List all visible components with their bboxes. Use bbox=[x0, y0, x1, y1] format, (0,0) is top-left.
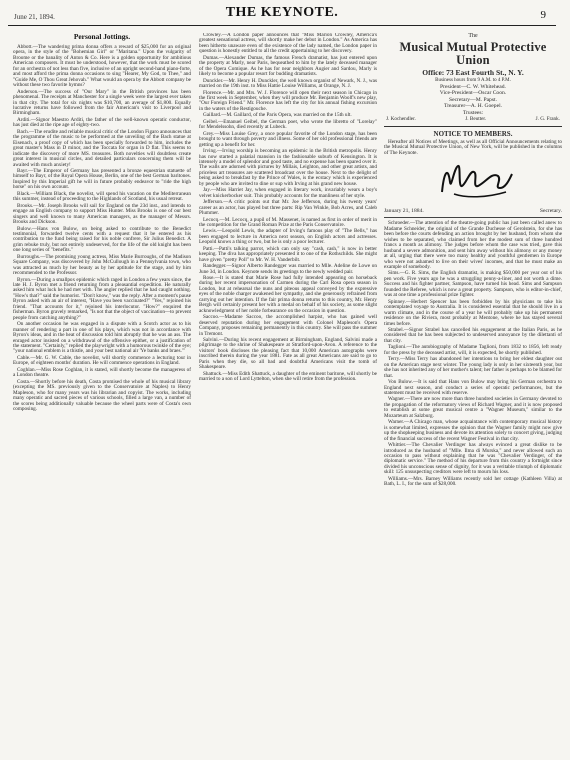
issue-date: June 21, 1894. bbox=[14, 13, 55, 21]
news-item: Byron.—During a smallpox epidemic which raged in London a few years since, the late H. J. Byron met a friend returning from a pleasantial expedition. He naturally asked him what luck he had met with. The angler replied that he had caught nothing. "How's that?" said the humorist. "Don't know," was the reply. After a moment's pause Byron asked with an air of interest, "Have you been vaccinated?" "Yes," rejoined his friend. "That accounts for it," rejoined his interlocutor. "How?" enquired the fisherman. Byron gravely remarked, "Is not that the object of vaccination—to prevent people from catching anything?" bbox=[13, 276, 191, 321]
news-item: Cable.—Mr. G. W. Cable, the novelist, will shortly commence a lecturing tour in Europe, of eighteen months' duration. He will commence operations in England. bbox=[13, 354, 191, 367]
news-item: Grey.—Miss Louise Grey, a once popular favorite of the London stage, has been brought to want through poverty and illness. Some of her old professional friends are getting up a benefit for her. bbox=[199, 130, 377, 148]
trustee-name: J. Beutter. bbox=[465, 116, 487, 123]
masthead-title: THE KEYNOTE. bbox=[225, 5, 339, 20]
news-item: Bach.—The erudite and reliable musical critic of the London Figaro announces that the programme of the music to be performed at the unveiling of the Bach statue at Eisenach, a proof copy of which has been specially forwarded to him, includes the great master's Mass in D minor, and the Toccata for organ in D flat. This seems to indicate the discovery of more MS. treasures. Both novelties will doubtless create great interest in musical circles, and detailed particulars concerning them will be awaited with much anxiety! bbox=[13, 128, 191, 168]
news-item: Anderson.—The success of "Our Mary" in the British provinces has been phenomenal. The receipts at Manchester for a single week were the largest ever taken in that city. The total for six nights was $10,700, an average of $1,800. Equally lucrative returns have followed from the fair American's visit to Liverpool and Birmingham. bbox=[13, 88, 191, 117]
news-item: Salvini.—During his recent engagement at Birmingham, England, Salvini made a pilgrimage to the shrine of Shakespeare at Stratford-upon-Avon. A reference to the visitors' book discloses the pleasing fact that 10,000 American autographs were inscribed therein during the year 1881. Fate as all great Americans are said to go to Paris when they die, so all bad and doubtful Americans visit the tomb of Shakespeare. bbox=[199, 337, 377, 371]
signature-date: January 21, 1884. bbox=[384, 208, 424, 215]
news-item: Whittier.—The Chevalier Verdinger has always evinced a great dislike to be introduced as the husband of "Mlle. Ilma di Murska," and never allowed such an occasion to pass without explaining that he was "Chevalier Verdinger, of the diplomatic service." The method of his departure from this country a fortnight since divided his unconscious sense of dignity, for it was a veritable triumph of diplomatic skill: 125 unsuspecting creditors were left to mourn his loss. bbox=[384, 442, 562, 476]
news-item: Coghlan.—Miss Rose Coghlan, it is stated, will shortly become the manageress of a London theatre. bbox=[13, 366, 191, 379]
news-item: Williams.—Mrs. Barney Williams recently sold her cottage (Kathleen Villa) at Bath, L. I., for the sum of $28,000. bbox=[384, 475, 562, 488]
news-item: Randegger.—Signor Alberto Randegger was married to Mlle. Adeline de Lowe on June 3d, in London. Keynote sends its greetings to the newly wedded pair. bbox=[199, 263, 377, 275]
signature-mark bbox=[436, 158, 516, 204]
news-item: Lewis.—Leopold Lewis, the adapter of Irving's famous play of "The Bells," has been engaged to lecture in America next season, on English actors and actresses. Leopold knows a thing or two, but he is only a poor lecturer. bbox=[199, 228, 377, 246]
notice-text: Hereafter all Notices of Meetings, as well as all Official Announcements relating to the Musical Mutual Protective Union, of New York, will be published in the columns of The Keynote. bbox=[384, 139, 562, 156]
officer-entry: Vice-President—Oscar Coon. bbox=[439, 90, 507, 97]
officer-list bbox=[384, 84, 562, 116]
news-item: Schroeder.—The attention of the theatre-going public has just been called anew to Madame Schneider, the original of the Grande Duchesse of Gerolstein, for she has been before the courts defending an action brought by her husband, from whom she wishes to be separated, who claimed from her the modest sum of three hundred francs a month as alimony. The judges before whom the case was tried, gave this husband a severe admonition, and sent him away without his alimony or any money at all, urging that there were too many healthy and youthful gentlemen in Europe who were not ashamed to live on their wives' incomes, and that he must make an example of somebody. bbox=[384, 220, 562, 271]
column-right-body bbox=[384, 221, 562, 487]
news-item: Von Bulow.—It is said that Hans von Bulow may bring his German orchestra to England next season, and conduct a series of operatic performances, but the statement must be received with reserve. bbox=[384, 379, 562, 396]
union-name: Musical Mutual Protective Union bbox=[399, 40, 547, 67]
union-address: Office: 73 East Fourth St., N. Y. bbox=[422, 68, 524, 77]
officer-entry: Trustees: bbox=[462, 109, 484, 116]
news-item: Brooks.—Mr. Joseph Brooks will sail for England on the 23d inst., and intends to engage an English company to support Miss Hunter. Miss Brooks is one of our best singers and well known to many American managers, as the manager of Messrs. Brooks and Dickson. bbox=[13, 202, 191, 226]
news-item: Spinney.—Herbert Spencer has been forbidden by his physicians to take his contemplated voyage to Australia. It is considered essential that he should live in a warm climate, and in the course of a year he will probably take up his permanent residence on the Riviera, most probably at Mentone, where he has stayed several times before. bbox=[384, 298, 562, 327]
column-right bbox=[384, 33, 562, 751]
officer-entry: Secretary—M. Papst. bbox=[448, 96, 497, 103]
signature-role: Secretary. bbox=[539, 208, 562, 215]
notice-title: NOTICE TO MEMBERS. bbox=[433, 130, 513, 139]
news-item: Lecocq.—M. Lecocq, a pupil of M. Massenet, is named as first in order of merit in the competition for the Grand Roman Prize at the Paris Conservatoire. bbox=[199, 216, 377, 228]
news-item: Saccoo.—Madame Saccoo, the accomplished harpist, who has gained well deserved reputation during her engagement with Colonel Mapleson's Opera Company, proposes remaining permanently in this country. She will pass the summer in Tremont. bbox=[199, 314, 377, 337]
news-item: Abbott.—The wandering prima donna offers a reward of $25,000 for an original opera, in the style of the "Bohemian Girl" or "Maritana." Upon the vulgarity of Broome or the banality of Anton & Co. Here is a golden opportunity for ambitious American composers. It must be understood, however, that the work must be scored for an orchestra of not less than five, inclusive of an upright second-hand piano-forte, and most afford the prima donna occasions to sing "Hearer, My God, to Thee," and "Guide Me, O Thou Great Jehovah." What would an opera by the Abbott company be without these two favorite hymns? bbox=[13, 44, 191, 89]
news-item: Sims.—G. R. Sims, the English dramatist, is making $50,000 per year out of his pen work. Five years ago he was a struggling penny-a-liner, and not worth a dime. Success and his fighter partner, Sampson, have turned his head. Sims and Sampson founded the Referee, which is now a great property. Sampson, who is editor-in-chief, was at one time a professional prize fighter. bbox=[384, 270, 562, 299]
news-item: Rose.—It is stated that Marie Rose had fully intended appearing on horseback during her recent impersonation of Carmen during the Carl Rosa opera season in London, but at rehearsal the nuns and piteous appeal conveyed by the expressive eyes of the noble charger awakened her sympathy, and she generously refrained from carrying out her intention. If the fair prima donna returns to this country, Mr. Henry Bergh will certainly present her with a medal on behalf of his society, as some slight acknowledgment of her noble forbearance on the occasion in question. bbox=[199, 275, 377, 314]
section-heading: Personal Jottings. bbox=[73, 33, 131, 41]
trustee-list bbox=[384, 116, 562, 123]
officer-entry: President—C. W. Whitehead. bbox=[440, 84, 506, 90]
union-card-article: The bbox=[468, 33, 478, 39]
news-item: Irving.—Irving worship is becoming an epidemic in the British metropolis. Henry has now started a palatial mansion in the fashionable suburb of Kensington. It is intensely a model of splendor and good taste, and no expense has been spared over it. The walls are adorned with pictures by Millais, Leighton, and other great artists, and priceless art treasures are scattered broadcast over the house. Next to the delight of being asked to breakfast by the Prince of Wales, is the ecstacy which is experienced by people who are invited to dine or sup with Irving at his grand new house. bbox=[199, 148, 377, 187]
column-middle bbox=[199, 33, 377, 751]
column-left-body bbox=[13, 45, 191, 412]
news-item: Taglioni.—The autobiography of Madame Taglioni, from 1832 to 1856, left ready for the press by the deceased artist, will, it is expected, be shortly published. bbox=[384, 344, 562, 356]
trustee-name: J. Kochendler. bbox=[386, 116, 416, 123]
news-item: Arditi.—Signor Maestro Arditi, the father of the well-known operatic conductor, has just died at the ripe age of eighty-two. bbox=[13, 116, 191, 129]
news-item: Shattuck.—Miss Edith Shattuck, a daughter of the eminent baritone, will shortly be married to a son of Lord Lyttelton, when she will retire from the profession. bbox=[199, 370, 377, 383]
page-header bbox=[8, 3, 556, 26]
column-left bbox=[13, 33, 191, 751]
news-item: Bulow.—Hans von Bulow, on being asked to contribute to the Benedict testimonial, forwarded twelve cents with a request that it be entered as his contribution to the fund being raised for his noble confrere, Sir Julius Benedict. A grim rebuke truly, but not entirely undeserved, for the life of the old knight has been one long series of "benefits." bbox=[13, 225, 191, 254]
news-item: Gaillard.—M. Gaillard, of the Paris Opera, was married on the 15th ult. bbox=[203, 112, 352, 119]
union-card bbox=[384, 33, 562, 127]
news-item: Warner.—A Chicago man, whose acquaintance with contemporary musical history is somewhat limited, expresses the opinion that the Wagner family might now give up the shopkeeping business and devote its attention solely to concert giving, judging of the financial success of the recent Wagner Festival in that city. bbox=[384, 419, 562, 442]
news-item: Patti.—Patti's talking parrot, which can only say "cash, cash," is now in better keeping. The diva has appropriately presented it to one of the Rothschilds. She might have given "pretty Poll" to Mr. W. H. Vanderbilt. bbox=[199, 245, 377, 263]
officer-entry: Treasurer—A. H. Goepel. bbox=[443, 103, 503, 110]
news-item: Strabel.—Signor Strabel has cancelled his engagement at the Italian Paris, as he considered that he has been subjected to undeserved annoyance by the dilettanti of that city. bbox=[384, 327, 562, 344]
news-item: Dumas.—Alexander Dumas, the famous French dramatist, has just entered upon the property at Marly, near Paris, bequeathed to him by the lately deceased manager of the Opera Comique. As he has for near neighbors Augier and Sardou, Marly is likely to become a popular resort for budding dramatists. bbox=[199, 54, 377, 78]
news-item: Wagner.—There are now more than three hundred societies in Germany devoted to the propagation of the reformatory views of Richard Wagner, and it is now proposed to establish at some great musical centre a "Wagner Museum," similar to the Mozarteum at Salzburg. bbox=[384, 396, 562, 419]
news-item: Costa.—Shortly before his death, Costa promised the whole of his musical library (excepting the MS. previously given to the Conservatoire at Naples) to Henry Mapleson, who for many years was his librarian and copyist. The works, including many operatic and sacred pieces of various schools, filled a large van, a number of the scores being additionally valuable because the wheel parts were of Costa's own composing. bbox=[13, 378, 191, 412]
news-item: Jay.—Miss Harriet Jay, when engaged in literary work, invariably wears a boy's velvet knickerbocker suit. This probably accounts for the manliness of her style. bbox=[199, 187, 377, 199]
news-item: Crowley.—A London paper announces that "Miss Marion Crowley, America's greatest sensational actress, will shortly make her debut in London." As America has been hitherto unaware even of the existence of the lady named, the London paper in question is honestly entitled to all the credit appertaining to her discovery. bbox=[199, 33, 377, 55]
news-item: Florence.—Mr. and Mrs. W. J. Florence will open their next season in Chicago in the first week in September, when they will produce Mr. Benjamin Woolf's new play, "Our Foreign Friend." Mr. Florence has left the city for his annual fishing excursion in the waters of the Restigouche. bbox=[199, 89, 377, 112]
column-middle-body bbox=[199, 33, 377, 383]
news-item: Bayr.—The Emperor of Germany has presented a bronze equestrian statuette of himself to Bayr, of the Royal Opera House, Berlin, one of the best German baritones. Inspired by this Imperial gift he will in future probably endeavor to "ride the high horse" on his own account. bbox=[13, 167, 191, 191]
news-item: Burroughs.—The promising young actress, Miss Marie Burroughs, of the Madison Square Company, was discovered by John McCullough in a Pennsylvania town, who was attracted as much by her beauty as by her aptitude for the stage, and by him recommended to the Professor. bbox=[13, 253, 191, 277]
business-hours: Business hours from 9 A.M. to 4 P.M. bbox=[435, 78, 511, 83]
signature bbox=[384, 158, 562, 206]
news-item: Dunckler.—Mr. Henry H. Dunckler, the well known organist of Newark, N. J., was married on the 19th inst. to Miss Hattie Louise Williams, at Orange, N. J. bbox=[199, 77, 377, 90]
news-item: Terry.—Miss Terry has abandoned her intentions to bring her eldest daughter out on the American stage next winter. The young lady is only in her sixteenth year, but she has not inherited any of her mother's talent; her father is perhaps to be blamed for that. bbox=[384, 356, 562, 379]
news-item: Jefferson.—A critic points out that Mr. Joe Jefferson, during his twenty years' career as an actor, has played but three parts: Rip Van Winkle, Bob Acres, and Caleb Plummer. bbox=[199, 199, 377, 217]
news-item: Black.—William Black, the novelist, will spend his vacation on the Mediterranean this summer, instead of proceeding to the Highlands of Scotland, his usual retreat. bbox=[13, 190, 191, 203]
news-item: On another occasion he was engaged in a dispute with a Scotch actor as to his manner of rendering a part in one of his plays, which was not in accordance with Byron's ideas, and in the heat of discussion told him abruptly that he was an ass. The enraged actor insisted on a withdrawal of the offensive epithet, or a justification of the statement. "Certainly," replied the playwright with a humorous twinkle of the eye; "your national emblem is a thistle, and your best national air 'Ye banks and braes.'" bbox=[13, 321, 191, 355]
trustee-name: J. G. Frank. bbox=[535, 116, 560, 123]
news-item: Geibel.—Emanuel Geibel, the German poet, who wrote the libretto of "Lorelay" for Mendelssohn, died recently at Lubeck. bbox=[199, 118, 377, 131]
signature-row bbox=[384, 208, 562, 218]
page-number: 9 bbox=[540, 9, 546, 21]
